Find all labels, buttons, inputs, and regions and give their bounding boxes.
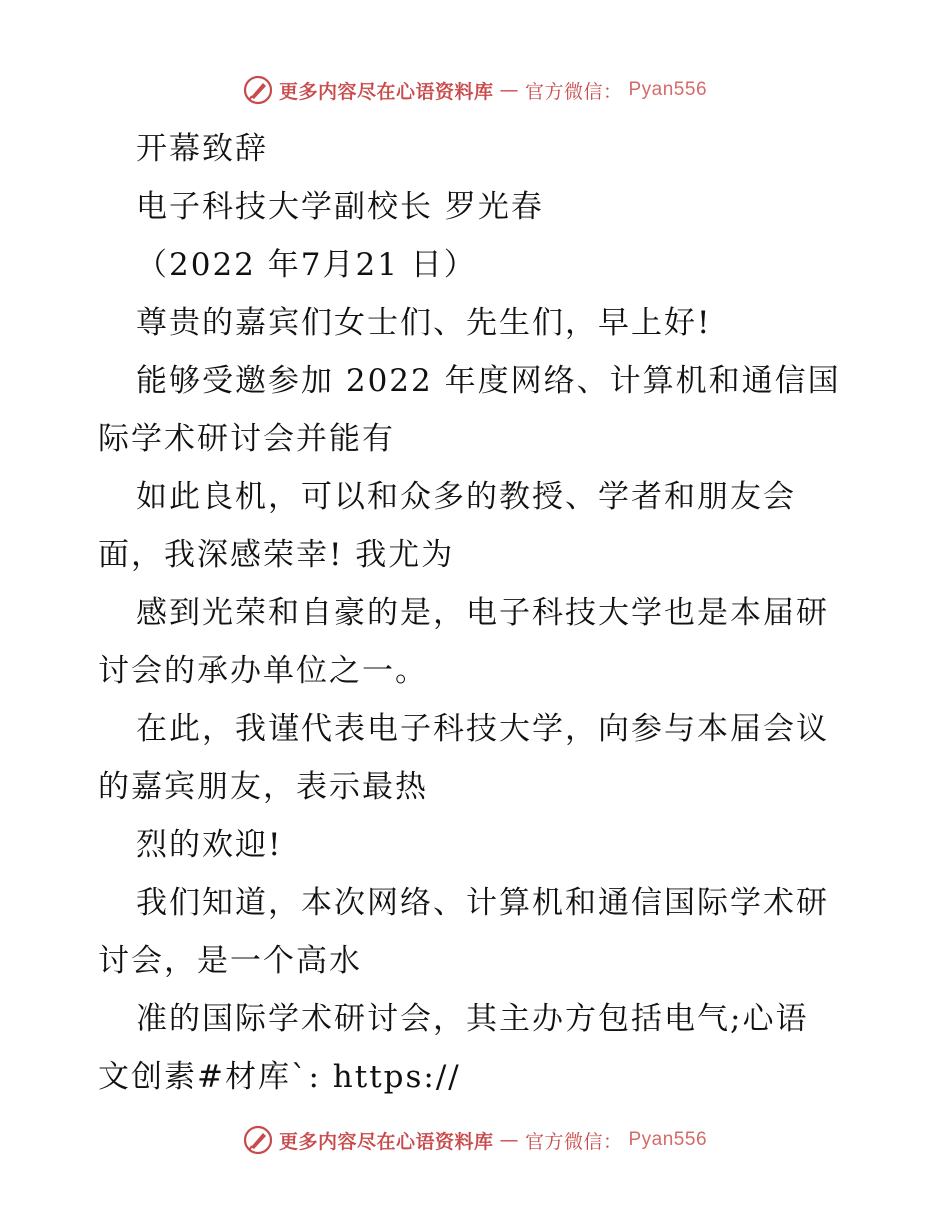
text-line: 电子科技大学副校长 罗光春 <box>136 189 544 225</box>
watermark-separator: — <box>499 79 519 101</box>
text-line: 尊贵的嘉宾们女士们、先生们，早上好! <box>136 305 712 341</box>
document-body <box>98 120 858 1106</box>
quill-pen-logo-icon <box>243 75 273 105</box>
watermark-wechat-id: Pyan556 <box>628 79 708 100</box>
text-line: 烈的欢迎! <box>136 827 283 863</box>
text-line: 际学术研讨会并能有 <box>98 421 395 457</box>
page-header-watermark <box>0 70 950 110</box>
text-line: 讨会，是一个高水 <box>98 943 362 979</box>
watermark-text: 更多内容尽在心语资料库 <box>278 80 494 103</box>
watermark-official-label: 官方微信： <box>524 1130 623 1153</box>
watermark-official-label: 官方微信： <box>524 80 623 103</box>
text-line: 我们知道，本次网络、计算机和通信国际学术研 <box>136 885 829 921</box>
watermark-banner <box>243 75 707 105</box>
watermark-wechat-id: Pyan556 <box>628 1129 708 1150</box>
text-line: 能够受邀参加 2022 年度网络、计算机和通信国 <box>136 363 841 399</box>
page-footer-watermark <box>0 1120 950 1160</box>
watermark-banner <box>243 1125 707 1155</box>
text-line: 讨会的承办单位之一。 <box>98 653 428 689</box>
text-line: 文创素#材库`: https:// <box>98 1059 461 1095</box>
quill-pen-logo-icon <box>243 1125 273 1155</box>
text-line: 开幕致辞 <box>136 131 268 167</box>
text-line: 感到光荣和自豪的是，电子科技大学也是本届研 <box>136 595 829 631</box>
text-line: 在此，我谨代表电子科技大学，向参与本届会议 <box>136 711 829 747</box>
text-line: 如此良机，可以和众多的教授、学者和朋友会 <box>136 479 796 515</box>
text-line: （2022 年7月21 日） <box>136 247 477 283</box>
watermark-separator: — <box>499 1129 519 1151</box>
text-line: 面，我深感荣幸! 我尤为 <box>98 537 455 573</box>
text-line: 的嘉宾朋友，表示最热 <box>98 769 428 805</box>
watermark-text: 更多内容尽在心语资料库 <box>278 1130 494 1153</box>
text-line: 准的国际学术研讨会，其主办方包括电气;心语 <box>136 1001 809 1037</box>
